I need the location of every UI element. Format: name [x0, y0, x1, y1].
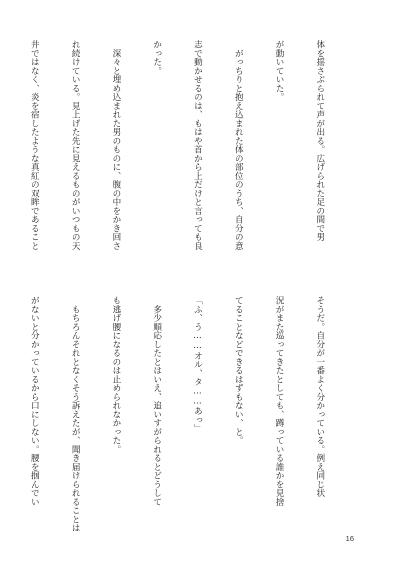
text-line: 「ふ、う……オル、タ……あっ」 [192, 296, 203, 433]
text-line: 況がまた巡ってきたとしても、蹲っている誰かを見捨 [274, 296, 285, 506]
text-line: かった。 [151, 40, 162, 75]
text-line: れ続けている。見上げた先に見えるものがいつもの天 [70, 40, 81, 250]
text-line: 志で動かせるのは、もはや首から上だけと言っても良 [192, 40, 203, 250]
upper-text-block [29, 40, 353, 272]
text-line: てることなどできるはずもない、と。 [233, 296, 244, 445]
lower-text-block [29, 296, 353, 533]
text-line: 多少順応したとはいえ、追いすがられるとどうして [151, 296, 162, 506]
text-line: がないと分かっているから口にしない。腰を掴んでい [29, 296, 40, 506]
text-line: がっちりと抱え込まれた体の部位のうち、自分の意 [233, 40, 244, 250]
page-number: 16 [345, 534, 354, 543]
text-line: もちろんそれとなくそう訴えたが、聞き届けられることは [70, 296, 81, 533]
text-line: 体を揺さぶられて声が出る。広げられた足の間で男 [314, 40, 325, 242]
text-line: 深々と埋め込まれた男のものに、腹の中をかき回さ [110, 40, 121, 250]
text-line: 井ではなく、炎を宿したような真紅の双眸であること [29, 40, 40, 250]
text-line: そうだ。自分が一番よく分かっている。例え同じ状 [314, 296, 325, 498]
text-line: が動いていた。 [274, 40, 285, 102]
text-line: も逃げ腰になるのは止められなかった。 [110, 296, 121, 454]
